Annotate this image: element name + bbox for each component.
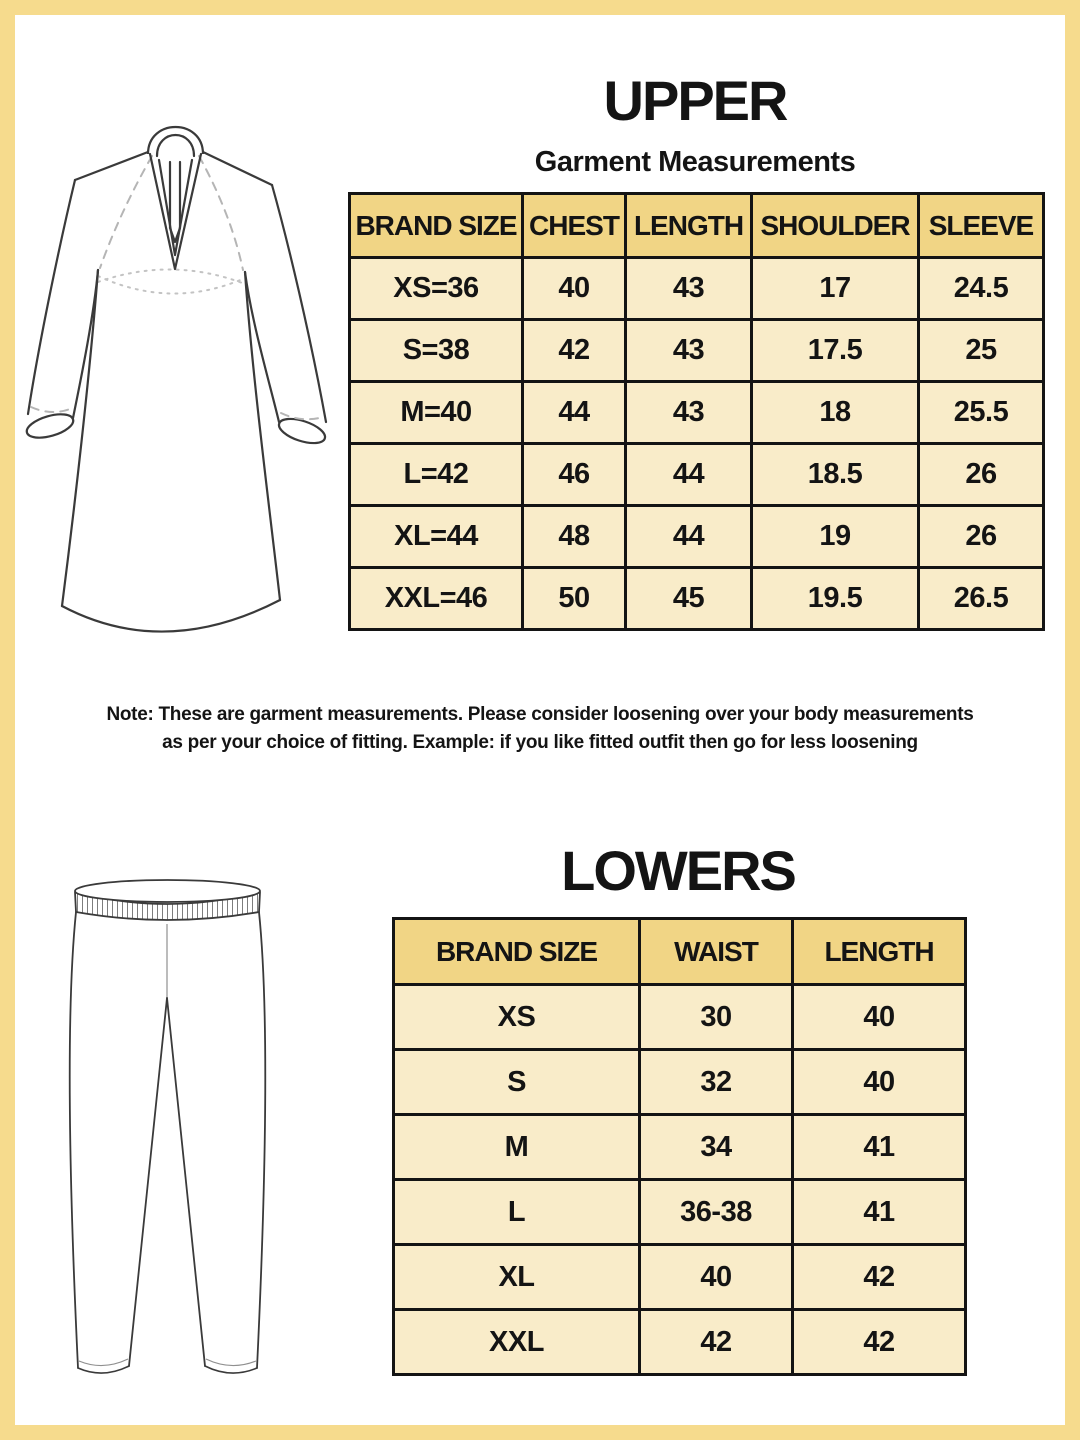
- table-cell: 46: [523, 444, 626, 506]
- lowers-col-brand-size: BRAND SIZE: [394, 919, 640, 985]
- table-cell: 25.5: [919, 382, 1044, 444]
- table-cell: 17.5: [752, 320, 919, 382]
- table-row: [394, 1245, 966, 1310]
- lowers-table-header-row: [394, 919, 966, 985]
- table-cell: 42: [793, 1245, 966, 1310]
- table-cell: 19: [752, 506, 919, 568]
- measurement-note: [65, 701, 1015, 756]
- table-cell: 41: [793, 1115, 966, 1180]
- table-cell: XXL: [394, 1310, 640, 1375]
- table-cell: 44: [626, 444, 752, 506]
- upper-col-shoulder: SHOULDER: [752, 194, 919, 258]
- table-cell: XS: [394, 985, 640, 1050]
- table-cell: 36-38: [640, 1180, 793, 1245]
- table-cell: 32: [640, 1050, 793, 1115]
- upper-title: UPPER: [603, 69, 787, 132]
- table-cell: 41: [793, 1180, 966, 1245]
- table-cell: 44: [523, 382, 626, 444]
- table-cell: 42: [523, 320, 626, 382]
- table-cell: S=38: [350, 320, 523, 382]
- table-row: [350, 506, 1044, 568]
- table-row: [350, 258, 1044, 320]
- upper-col-brand-size: BRAND SIZE: [350, 194, 523, 258]
- table-cell: M=40: [350, 382, 523, 444]
- table-cell: 19.5: [752, 568, 919, 630]
- table-cell: 40: [793, 985, 966, 1050]
- leggings-illustration-icon: [55, 870, 315, 1385]
- table-cell: 43: [626, 258, 752, 320]
- table-cell: 40: [793, 1050, 966, 1115]
- table-cell: 18.5: [752, 444, 919, 506]
- note-line-2: as per your choice of fitting. Example: if you like fitted outfit then go for less loosening: [162, 731, 918, 753]
- table-cell: 43: [626, 320, 752, 382]
- table-row: [394, 1115, 966, 1180]
- table-cell: 50: [523, 568, 626, 630]
- note-line-1: Note: These are garment measurements. Please consider loosening over your body measurements: [106, 704, 974, 725]
- table-cell: 44: [626, 506, 752, 568]
- table-cell: 42: [793, 1310, 966, 1375]
- upper-col-chest: CHEST: [523, 194, 626, 258]
- table-cell: 17: [752, 258, 919, 320]
- table-cell: 40: [523, 258, 626, 320]
- lowers-title: LOWERS: [561, 839, 795, 902]
- table-cell: 42: [640, 1310, 793, 1375]
- table-row: [350, 568, 1044, 630]
- table-row: [350, 382, 1044, 444]
- table-row: [394, 985, 966, 1050]
- lowers-col-length: LENGTH: [793, 919, 966, 985]
- table-cell: XXL=46: [350, 568, 523, 630]
- table-row: [394, 1180, 966, 1245]
- table-cell: 26: [919, 506, 1044, 568]
- table-cell: 18: [752, 382, 919, 444]
- table-row: [350, 444, 1044, 506]
- table-cell: M: [394, 1115, 640, 1180]
- table-cell: L: [394, 1180, 640, 1245]
- table-cell: 24.5: [919, 258, 1044, 320]
- upper-col-sleeve: SLEEVE: [919, 194, 1044, 258]
- table-cell: XL=44: [350, 506, 523, 568]
- upper-table-header-row: [350, 194, 1044, 258]
- table-cell: 30: [640, 985, 793, 1050]
- table-row: [394, 1050, 966, 1115]
- table-cell: 40: [640, 1245, 793, 1310]
- table-row: [350, 320, 1044, 382]
- table-cell: 48: [523, 506, 626, 568]
- table-row: [394, 1310, 966, 1375]
- table-cell: XL: [394, 1245, 640, 1310]
- table-cell: XS=36: [350, 258, 523, 320]
- lowers-col-waist: WAIST: [640, 919, 793, 985]
- table-cell: 26.5: [919, 568, 1044, 630]
- table-cell: 25: [919, 320, 1044, 382]
- upper-size-table: [348, 192, 1045, 631]
- table-cell: 43: [626, 382, 752, 444]
- table-cell: 45: [626, 568, 752, 630]
- table-cell: 26: [919, 444, 1044, 506]
- upper-col-length: LENGTH: [626, 194, 752, 258]
- upper-subtitle: Garment Measurements: [534, 146, 856, 178]
- kurta-illustration-icon: [24, 112, 339, 670]
- table-cell: S: [394, 1050, 640, 1115]
- table-cell: 34: [640, 1115, 793, 1180]
- lowers-size-table: [392, 917, 967, 1376]
- table-cell: L=42: [350, 444, 523, 506]
